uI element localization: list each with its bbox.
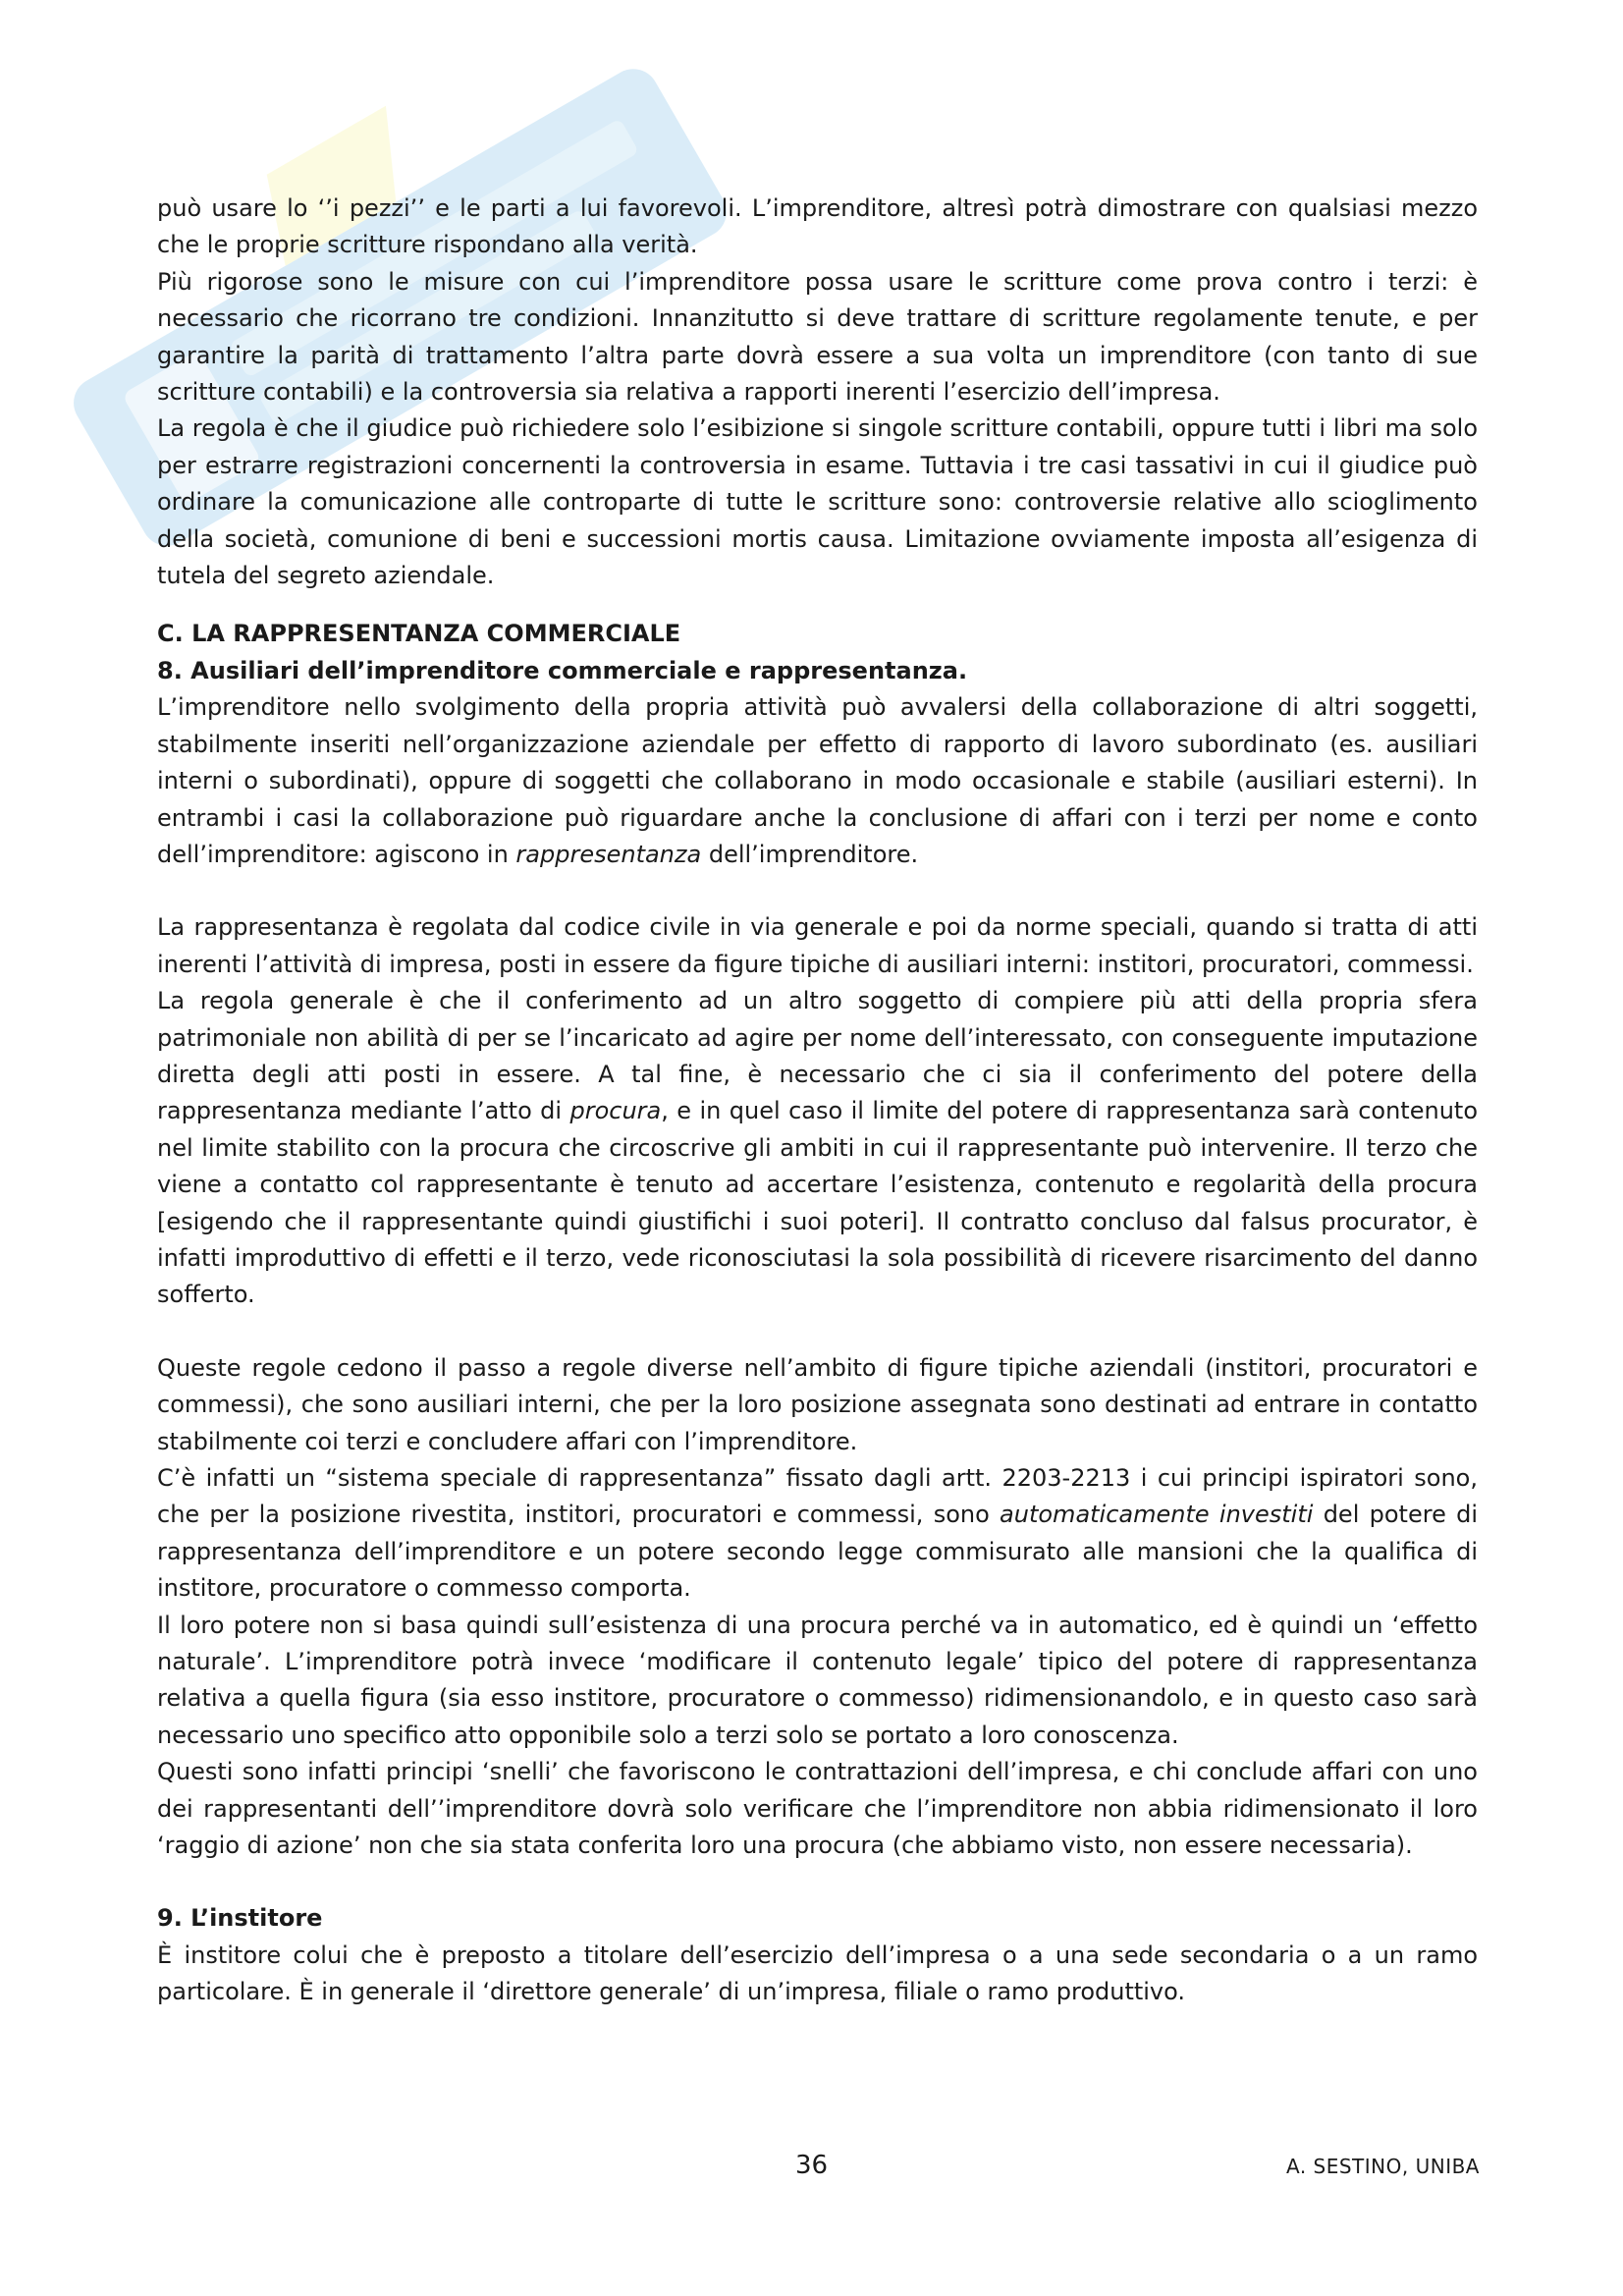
paragraph: La rappresentanza è regolata dal codice civile in via generale e poi da norme speciali, quando si tratta di atti inerenti l’attività di impresa, posti in essere da figure tipiche di ausiliari interni: institori, procuratori, commessi.: [157, 913, 1478, 978]
paragraph: La regola generale è che il conferimento ad un altro soggetto di compiere più atti della propria sfera patrimoniale non abilità di per se l’incaricato ad agire per nome dell’interessato, con conseguente imputazione diretta degli atti posti in essere. A tal fine, è necessario che ci sia il conferimento del potere della rappresentanza mediante l’atto di procura, e in quel caso il limite del potere di rappresentanza sarà contenuto nel limite stabilito con la procura che circoscrive gli ambiti in cui il rappresentante può intervenire. Il terzo che viene a contatto col rappresentante è tenuto ad accertare l’esistenza, contenuto e regolarità della procura [esigendo che il rappresentante quindi giustifichi i suoi poteri]. Il contratto concluso dal falsus procurator, è infatti improduttivo di effetti e il terzo, vede riconosciutasi la sola possibilità di ricevere risarcimento del danno sofferto.: [157, 987, 1478, 1309]
footer-author: A. SESTINO, UNIBA: [1285, 2155, 1480, 2178]
paragraph: La regola è che il giudice può richiedere solo l’esibizione si singole scritture contabili, oppure tutti i libri ma solo per estrarre registrazioni concernenti la controversia in esame. Tuttavia i tre casi tassativi in cui il giudice può ordinare la comunicazione alle controparte di tutte le scritture sono: controversie relative allo scioglimento della società, comunione di beni e successioni mortis causa. Limitazione ovviamente imposta all’esigenza di tutela del segreto aziendale.: [157, 414, 1478, 590]
paragraph: C’è infatti un “sistema speciale di rappresentanza” fissato dagli artt. 2203-2213 i cui principi ispiratori sono, che per la posizione rivestita, institori, procuratori e commessi, sono automaticamente investiti del potere di rappresentanza dell’imprenditore e un potere secondo legge commisurato alle mansioni che la qualifica di institore, procuratore o commesso comporta.: [157, 1464, 1478, 1603]
paragraph: può usare lo ‘’i pezzi’’ e le parti a lui favorevoli. L’imprenditore, altresì potrà dimostrare con qualsiasi mezzo che le proprie scritture rispondano alla verità.: [157, 194, 1478, 259]
section-heading: C. LA RAPPRESENTANZA COMMERCIALE: [157, 620, 681, 648]
subsection-heading-8: 8. Ausiliari dell’imprenditore commerciale e rappresentanza.: [157, 656, 968, 684]
paragraph: Il loro potere non si basa quindi sull’esistenza di una procura perché va in automatico, ed è quindi un ‘effetto naturale’. L’imprenditore potrà invece ‘modificare il contenuto legale’ tipico del potere di rappresentanza relativa a quella figura (sia esso institore, procuratore o commesso) ridimensionandolo, e in questo caso sarà necessario uno specifico atto opponibile solo a terzi solo se portato a loro conoscenza.: [157, 1611, 1478, 1749]
subsection-heading-9: 9. L’institore: [157, 1904, 323, 1933]
document-body: [157, 191, 1478, 2011]
paragraph: È institore colui che è preposto a titolare dell’esercizio dell’impresa o a una sede secondaria o a un ramo particolare. È in generale il ‘direttore generale’ di un’impresa, filiale o ramo produttivo.: [157, 1941, 1478, 2006]
paragraph: Più rigorose sono le misure con cui l’imprenditore possa usare le scritture come prova contro i terzi: è necessario che ricorrano tre condizioni. Innanzitutto si deve trattare di scritture regolamente tenute, e per garantire la parità di trattamento l’altra parte dovrà essere a sua volta un imprenditore (con tanto di sue scritture contabili) e la controversia sia relativa a rapporti inerenti l’esercizio dell’impresa.: [157, 267, 1478, 407]
page-number: 36: [794, 2151, 829, 2180]
paragraph: L’imprenditore nello svolgimento della propria attività può avvalersi della collaborazione di altri soggetti, stabilmente inseriti nell’organizzazione aziendale per effetto di rapporto di lavoro subordinato (es. ausiliari interni o subordinati), oppure di soggetti che collaborano in modo occasionale e stabile (ausiliari esterni). In entrambi i casi la collaborazione può riguardare anche la conclusione di affari con i terzi per nome e conto dell’imprenditore: agiscono in rappresentanza dell’imprenditore.: [157, 693, 1478, 868]
paragraph: Questi sono infatti principi ‘snelli’ che favoriscono le contrattazioni dell’impresa, e chi conclude affari con uno dei rappresentanti dell’’imprenditore dovrà solo verificare che l’imprenditore non abbia ridimensionato il loro ‘raggio di azione’ non che sia stata conferita loro una procura (che abbiamo visto, non essere necessaria).: [157, 1758, 1478, 1860]
paragraph: Queste regole cedono il passo a regole diverse nell’ambito di figure tipiche aziendali (institori, procuratori e commessi), che sono ausiliari interni, che per la loro posizione assegnata sono destinati ad entrare in contatto stabilmente coi terzi e concludere affari con l’imprenditore.: [157, 1353, 1478, 1455]
